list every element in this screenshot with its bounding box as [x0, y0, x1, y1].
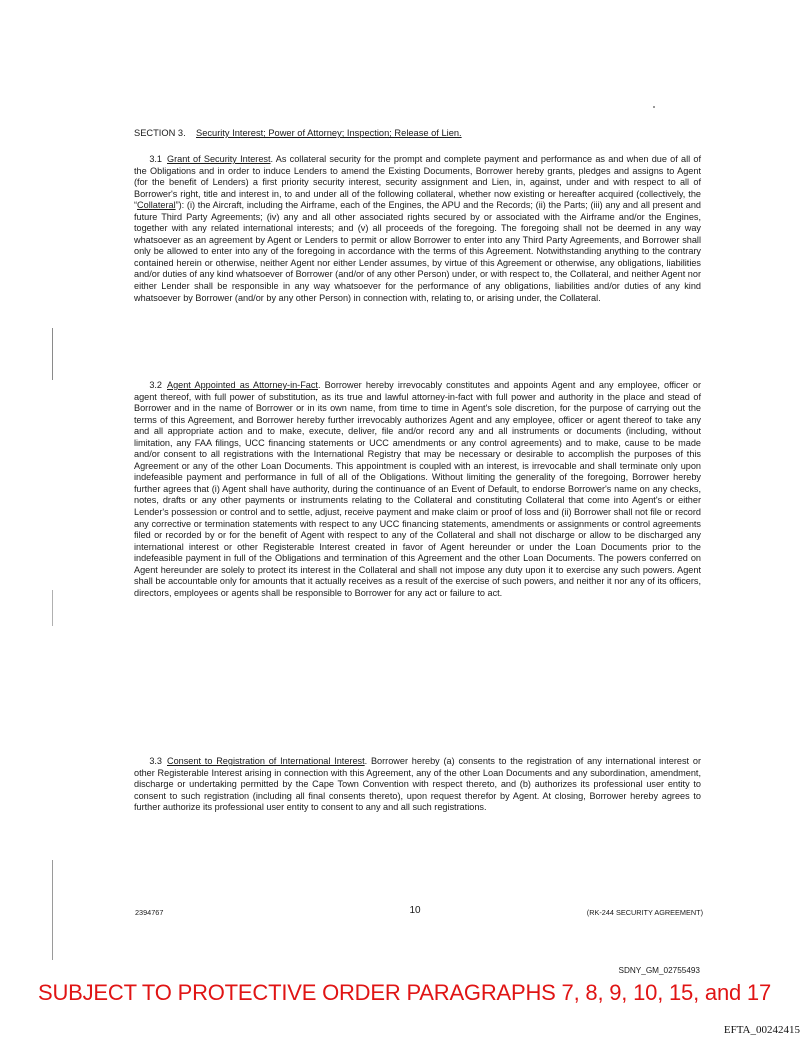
paragraph-number: 3.3 [149, 756, 162, 766]
section-title: Security Interest; Power of Attorney; Inspection; Release of Lien. [196, 128, 462, 138]
section-number: SECTION 3. [134, 128, 186, 138]
paragraph-3-1 [134, 154, 701, 304]
efta-number: EFTA_00242415 [723, 1024, 800, 1036]
paragraph-text: . Borrower hereby (a) consents to the registration of any international interest or other Registerable Interest arising in connection with this Agreement, any of the other Loan Documents and any subordination, amendment, discharge or undertaking permitted by the Cape Town Convention with respect thereto, and (b) authorizes its professional user entity to consent to such registration (including all final consents thereto), upon request therefor by Agent. At closing, Borrower hereby agrees to further authorize its professional user entity to consent to any and all such registrations. [134, 756, 702, 813]
scan-artifact-line [52, 860, 53, 960]
footer-doc-title: (RK-244 SECURITY AGREEMENT) [586, 908, 703, 917]
paragraph-heading: Grant of Security Interest [167, 154, 271, 164]
paragraph-heading: Agent Appointed as Attorney-in-Fact [167, 380, 318, 390]
paragraph-text: . Borrower hereby irrevocably constitutes and appoints Agent and any employee, officer or agent thereof, with full power of substitution, as its true and lawful attorney-in-fact with full power and authority in the place and stead of Borrower and in the name of Borrower or in its own name, from time to time in Agent's sole discretion, for the purpose of carrying out the terms of this Agreement, and Borrower hereby further irrevocably authorizes Agent and any employee, officer or agent thereof to take any and all appropriate action and to make, execute, deliver, file and/or record any and all instruments or documents (including, without limitation, any FAA filings, UCC financing statements or UCC amendments or any control agreements) and to make, cause to be made and/or consent to all registrations with the International Registry that may be necessary or desirable to accomplish the purposes of this Agreement or any of the other Loan Documents. This appointment is coupled with an interest, is irrevocable and shall terminate only upon indefeasible payment and performance in full of all of the Obligations. Without limiting the generality of the foregoing, Borrower hereby further agrees that (i) Agent shall have authority, during the continuance of an Event of Default, to endorse Borrower's name on any checks, notes, drafts or any other payments or instruments relating to the Collateral and constituting Collateral that come into Agent's or either Lender's possession or control and to settle, adjust, receive payment and make claim or proof of loss and (ii) Borrower shall not file or record any corrective or termination statements with respect to any UCC financing statements, amendments or assignments or control agreements filed or recorded by or for the benefit of Agent with respect to any of the Collateral and shall not discharge or allow to be discharged any international interest or other Registerable Interest created in favor of Agent hereunder or under the Loan Documents prior to the indefeasible payment in full of the Obligations and termination of this Agreement and the other Loan Documents. The powers conferred on Agent hereunder are solely to protect its interest in the Collateral and shall not impose any duty upon it to exercise any such powers. Agent shall be accountable only for amounts that it actually receives as a result of the exercise of such powers, and neither it nor any of its officers, directors, employees or agents shall be responsible to Borrower for any act or failure to act. [134, 380, 701, 598]
section-heading [134, 127, 694, 139]
paragraph-number: 3.2 [149, 380, 162, 390]
paragraph-heading: Consent to Registration of International Interest [167, 756, 365, 766]
paragraph-text-continued: ”): (i) the Aircraft, including the Airframe, each of the Engines, the APU and the Records; (ii) the Parts; (iii) any and all present and future Third Party Agreements; (iv) any and all other associated rights secured by or associated with the Airframe and/or the Engines, together with any related international interests; and (v) all proceeds of the foregoing. The foregoing shall not be deemed in any way whatsoever as an agreement by Agent or Lenders to permit or allow Borrower to enter into any Third Party Agreements, and Borrower shall only be allowed to enter into any of the foregoing in accordance with the terms of this Agreement. Notwithstanding anything to the contrary contained herein or otherwise, neither Agent nor either Lender assumes, by virtue of this Agreement or otherwise, any obligations, liabilities and/or duties of any kind whatsoever of Borrower (and/or of any other Person) under, or with respect to, the Collateral, and neither Agent nor either Lender shall be responsible in any way whatsoever for the performance of any obligations, liabilities and/or duties of any kind whatsoever by Borrower (and/or by any other Person) in connection with, relating to, or arising under, the Collateral. [134, 200, 701, 303]
paragraph-3-2 [134, 380, 701, 599]
footer-doc-number: 2394767 [135, 908, 164, 917]
paragraph-text: . As collateral security for the prompt and complete payment and performance as and when due of all of the Obligations and in order to induce Lenders to amend the Existing Documents, Borrower hereby grants, pledges and assigns to Agent (for the benefit of Lenders) a first priority security interest, security assignment and Lien, in, against, under and with respect to all of Borrower's right, title and interest in, to and under all of the following collateral, whether now existing or hereafter acquired (collectively, the “ [134, 154, 701, 211]
bates-number: SDNY_GM_02755493 [618, 966, 700, 975]
scan-artifact-line [52, 590, 53, 626]
defined-term-collateral: Collateral [137, 200, 176, 211]
paragraph-3-3 [134, 756, 701, 814]
protective-order-stamp: SUBJECT TO PROTECTIVE ORDER PARAGRAPHS 7, 8, 9, 10, 15, and 17 [37, 980, 772, 1005]
scan-artifact-dot [653, 106, 655, 108]
paragraph-number: 3.1 [149, 154, 162, 164]
scan-artifact-line [52, 328, 53, 380]
footer-page-number: 10 [409, 905, 421, 916]
